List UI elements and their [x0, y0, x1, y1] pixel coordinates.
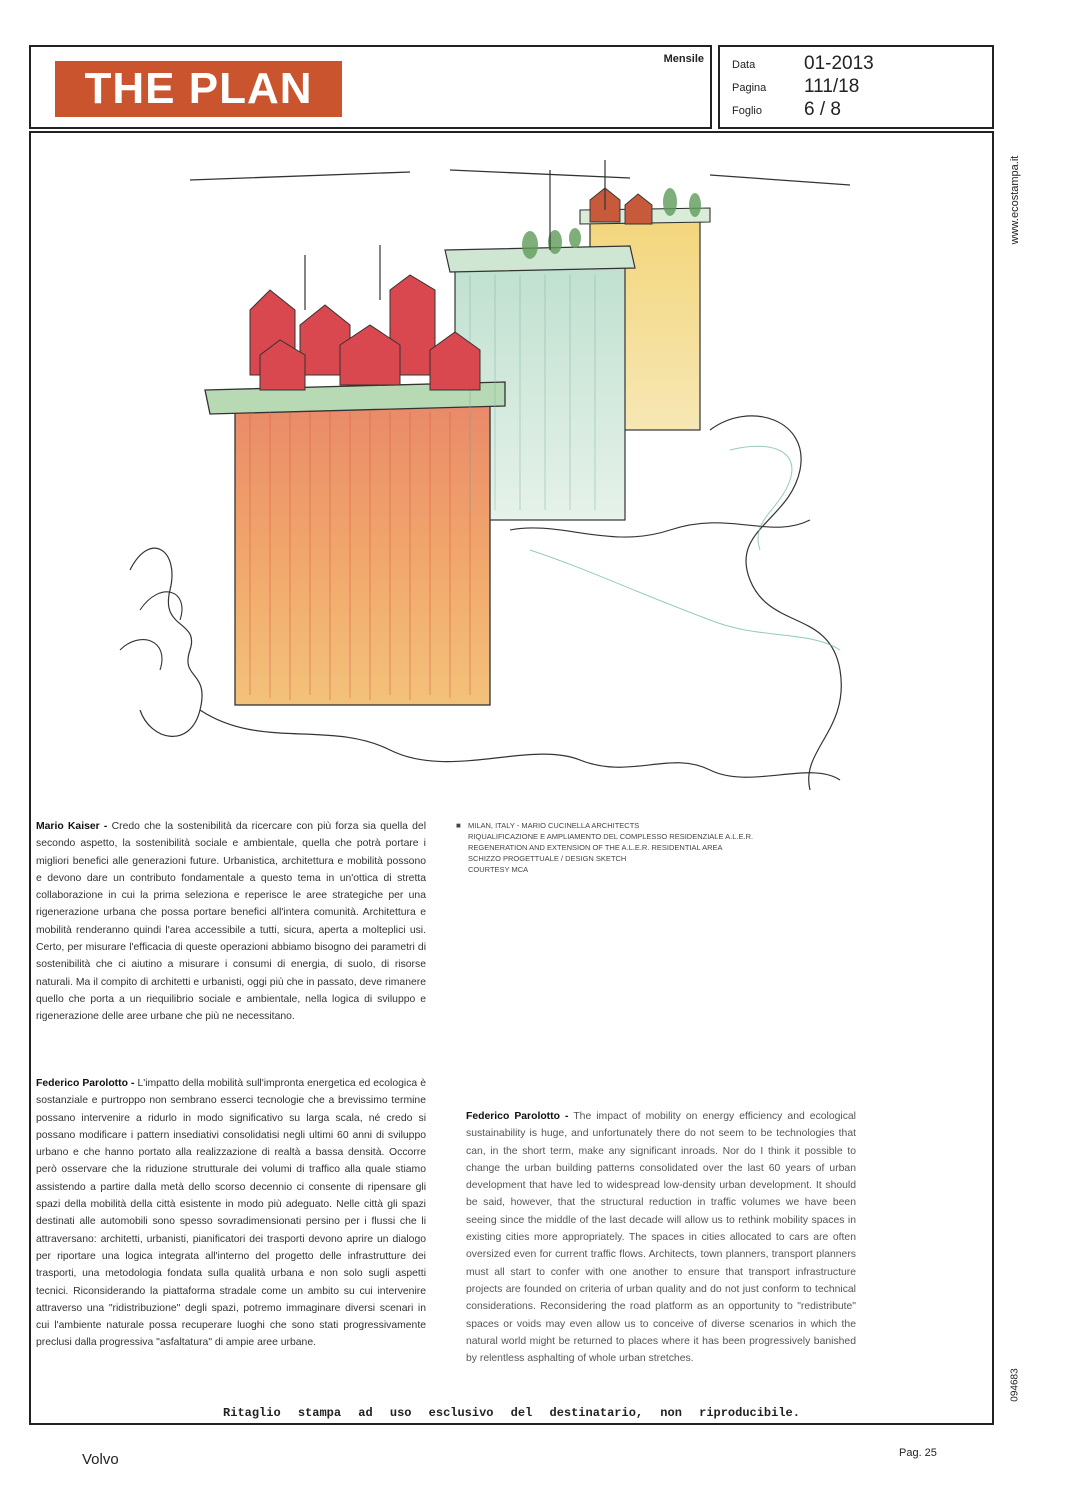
- meta-page: [732, 76, 982, 98]
- paragraph-text: The impact of mobility on energy efficiency and ecological sustainability is huge, and unfortunately there do not seem to be technologies that can, in the short term, make any significant inroads. Nor do I think it possible to change the urban building patterns consolidated over the last 60 years of urban development that have led to widespread low-density urban development. It should be said, however, that the structural reduction in traffic volumes we have been seeing since the middle of the last decade will allow us to rethink mobility spaces in existing cities more appropriately. The spaces in cities allocated to cars are often oversized even for current traffic flows. Architects, town planners, transport planners must all start to confer with one another to ensure that transport infrastructure projects are founded on criteria of urban quality and do not just conform to technical considerations. Reconsidering the road platform as an opportunity to "redistribute" spaces or voids may even allow us to conceive of diverse scenarios in which the natural world might be returned to places where it has been progressively banished by relentless asphalting of whole urban stretches.: [466, 1111, 856, 1365]
- meta-sheet: [732, 99, 982, 121]
- side-url: [1008, 150, 1022, 250]
- author-name: Federico Parolotto -: [466, 1111, 569, 1122]
- author-name: Mario Kaiser -: [36, 821, 108, 832]
- header-masthead: [29, 45, 712, 129]
- paragraph-text: Credo che la sostenibilità da ricercare con più forza sia quella del secondo aspetto, la sostenibilità sociale e ambientale, quella che potrà portare i migliori benefici alle generazioni future. Urbanistica, architettura e mobilità possono e devono dare un contributo fondamentale a questo tema in un'ottica di stretta collaborazione in cui la prima seleziona e reperisce le aree strategiche per una rigenerazione urbana che possa portare benefici all'intera comunità. Architettura e mobilità renderanno quindi l'area accessibile a tutti, sicura, aperta a molteplici usi. Certo, per misurare l'efficacia di queste operazioni abbiamo bisogno dei parametri di sostenibilità che ci aiutino a misurare i consumi di energia, di suolo, di risorse naturali. Ma il compito di architetti e urbanisti, oggi più che in passato, deve rimanere quello che porta a un riequilibrio sociale e ambientale, nella logica di sviluppo e rigenerazione delle aree urbane che più ne necessitano.: [36, 821, 427, 1023]
- paragraph-text: L'impatto della mobilità sull'impronta energetica ed ecologica è sostanziale e purtroppo non sembrano esserci tecnologie che a brevissimo termine possano intervenire a ridurlo in modo significativo su larga scala, né credo si possano modificare i pattern insediativi consolidatisi negli ultimi 60 anni di sviluppo urbano e che hanno portato alla realizzazione di realtà a bassa densità. Occorre però osservare che la riduzione strutturale dei volumi di traffico alla quale stiamo assistendo a partire dalla metà dello scorso decennio ci consente di ripensare gli spazi della mobilità della città esistente in modo più adeguato. Nelle città gli spazi destinati alle automobili sono spesso sovradimensionati persino per i flussi che li attraversano: architetti, urbanisti, pianificatori dei trasporti devono aprire un dialogo per riportare una logica integrata all'interno del progetto delle infrastrutture dei trasporti, una metodologia fondata sulla qualità urbana e non solo sugli aspetti tecnici. Riconsiderando la piattaforma stradale come un ambito su cui intervenire attraverso una "ridistribuzione" degli spazi, potremo immaginare diversi scenari in cui l'ambiente naturale possa recuperare luoghi che sono stati progressivamente preclusi dalla progressiva "asfaltatura" di ampie aree urbane.: [36, 1078, 426, 1349]
- header-meta: [718, 45, 994, 129]
- meta-date-value: 01-2013: [804, 53, 874, 74]
- author-name: Federico Parolotto -: [36, 1078, 135, 1089]
- caption-line: REGENERATION AND EXTENSION OF THE A.L.E.R. RESIDENTIAL AREA: [468, 843, 723, 852]
- side-code: [1008, 1360, 1022, 1410]
- caption-bullet: ■: [456, 821, 461, 830]
- article-paragraph-parolotto-en: [466, 1108, 856, 1367]
- caption-line: MILAN, ITALY - MARIO CUCINELLA ARCHITECTS: [468, 821, 640, 830]
- design-sketch-image: [110, 150, 870, 800]
- article-paragraph-parolotto-it: [36, 1075, 426, 1352]
- client-name: Volvo: [82, 1451, 119, 1468]
- image-caption: [456, 820, 798, 875]
- meta-sheet-value: 6 / 8: [804, 99, 841, 120]
- meta-page-label: Pagina: [732, 82, 767, 94]
- copyright-notice: Ritaglio stampa ad uso esclusivo del destinatario, non riproducibile.: [223, 1406, 800, 1420]
- publication-logo: THE PLAN: [55, 61, 342, 117]
- meta-sheet-label: Foglio: [732, 105, 762, 117]
- caption-line: COURTESY MCA: [468, 865, 529, 874]
- side-url-text: www.ecostampa.it: [1009, 155, 1021, 245]
- meta-date: [732, 53, 982, 75]
- meta-date-label: Data: [732, 59, 756, 71]
- side-code-text: 094683: [1009, 1368, 1021, 1402]
- frequency-label: Mensile: [663, 53, 704, 65]
- page-number: Pag. 25: [899, 1447, 937, 1459]
- article-paragraph-kaiser: [36, 818, 426, 1026]
- caption-line: SCHIZZO PROGETTUALE / DESIGN SKETCH: [468, 854, 627, 863]
- meta-page-value: 111/18: [804, 76, 860, 97]
- caption-line: RIQUALIFICAZIONE E AMPLIAMENTO DEL COMPLESSO RESIDENZIALE A.L.E.R.: [468, 832, 754, 841]
